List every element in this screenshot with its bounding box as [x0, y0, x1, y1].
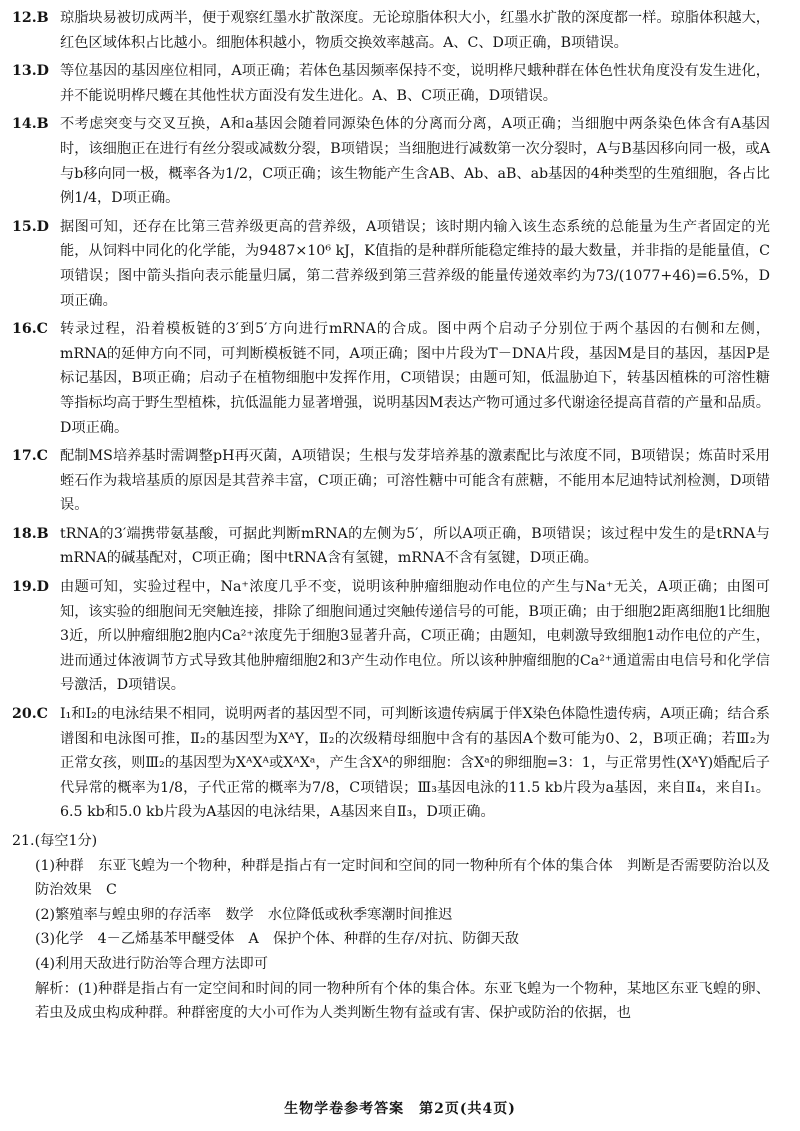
answer-explanation: 据图可知，还存在比第三营养级更高的营养级，A项错误；该时期内输入该生态系统的总能量为生产者固定的光能，从饲料中同化的化学能，为9487×10⁶ kJ，K值指的是种群所能稳定维持的最大数量，并非指的是能量值，C项错误；图中箭头指向表示能量归属，第二营养级到第三营养级的能量传递效率约为73/(1077+46)=6.5%，D项正确。: [60, 218, 770, 309]
answer-explanation: 配制MS培养基时需调整pH再灭菌，A项错误；生根与发芽培养基的激素配比与浓度不同，B项错误；炼苗时采用蛭石作为栽培基质的原因是其营养丰富，C项正确；可溶性糖中可能含有蔗糖，不能用本尼迪特试剂检测，D项错误。: [60, 448, 770, 514]
answer-21: [12, 829, 770, 1026]
answer-number: 18.B: [12, 525, 49, 542]
answer-14: [12, 112, 770, 210]
page-footer: 生物学卷参考答案 第2页(共4页): [284, 1101, 516, 1117]
answer-content: [12, 6, 770, 1026]
answer-21-part-1: (1)种群 东亚飞蝗为一个物种，种群是指占有一定时间和空间的同一物种所有个体的集合体 判断是否需要防治以及防治效果 C: [35, 857, 770, 899]
answer-explanation: 琼脂块易被切成两半，便于观察红墨水扩散深度。无论琼脂体积大小，红墨水扩散的深度都一样。琼脂体积越大，红色区域体积占比越小。细胞体积越小，物质交换效率越高。A、C、D项正确，B项错误。: [60, 10, 770, 51]
answer-number: 13.D: [12, 63, 49, 80]
answer-number: 20.C: [12, 706, 48, 723]
answer-13: [12, 59, 770, 108]
answer-number: 16.C: [12, 321, 48, 338]
answer-explanation: 不考虑突变与交叉互换，A和a基因会随着同源染色体的分离而分离，A项正确；当细胞中两条染色体含有A基因时，该细胞正在进行有丝分裂或减数分裂，B项错误；当细胞进行减数第一次分裂时，A与B基因移向同一极，或A与b移向同一极，概率各为1/2，C项正确；该生物能产生含AB、Ab、aB、ab基因的4种类型的生殖细胞，各占比例1/4，D项正确。: [60, 116, 770, 207]
answer-number: 19.D: [12, 579, 49, 596]
answer-21-analysis: 解析：(1)种群是指占有一定空间和时间的同一物种所有个体的集合体。东亚飞蝗为一个物种，某地区东亚飞蝗的卵、若虫及成虫构成种群。种群密度的大小可作为人类判断生物有益或有害、保护或防治的依据，也: [35, 980, 770, 1022]
answer-17: [12, 444, 770, 518]
answer-21-part-2: (2)繁殖率与蝗虫卵的存活率 数学 水位降低或秋季寒潮时间推迟: [35, 906, 453, 923]
answer-21-heading: 21.(每空1分): [12, 833, 98, 849]
answer-21-part-4: (4)利用天敌进行防治等合理方法即可: [35, 955, 268, 972]
answer-explanation: 转录过程，沿着模板链的3′到5′方向进行mRNA的合成。图中两个启动子分别位于两个基因的右侧和左侧，mRNA的延伸方向不同，可判断模板链不同，A项正确；图中片段为T－DNA片段，基因M是目的基因，基因P是标记基因，B项正确；启动子在植物细胞中发挥作用，C项错误；由题可知，低温胁迫下，转基因植株的可溶性糖等指标均高于野生型植株，抗低温能力显著增强，说明基因M表达产物可通过多代谢途径提高苜蓿的产量和品质。D项正确。: [60, 321, 770, 436]
answer-number: 14.B: [12, 116, 49, 133]
answer-21-part-3: (3)化学 4－乙烯基苯甲醚受体 A 保护个体、种群的生存/对抗、防御天敌: [35, 931, 519, 948]
answer-explanation: Ⅰ₁和Ⅰ₂的电泳结果不相同，说明两者的基因型不同，可判断该遗传病属于伴X染色体隐性遗传病，A项正确；结合系谱图和电泳图可推，Ⅱ₂的基因型为XᴬY，Ⅱ₂的次级精母细胞中含有的基因A个数可能为0、2，B项正确；若Ⅲ₂为正常女孩，则Ⅲ₂的基因型为XᴬXᴬ或XᴬXᵃ，产生含Xᴬ的卵细胞：含Xᵃ的卵细胞=3：1，与正常男性(XᴬY)婚配后子代异常的概率为1/8，子代正常的概率为7/8，C项错误；Ⅲ₃基因电泳的11.5 kb片段为a基因，来自Ⅱ₄，来自Ⅰ₁。6.5 kb和5.0 kb片段为A基因的电泳结果，A基因来自Ⅱ₃，D项正确。: [60, 706, 770, 821]
answer-15: [12, 215, 770, 313]
answer-20: [12, 702, 770, 825]
answer-explanation: tRNA的3′端携带氨基酸，可据此判断mRNA的左侧为5′，所以A项正确，B项错误；该过程中发生的是tRNA与mRNA的碱基配对，C项正确；图中tRNA含有氢键，mRNA不含有氢键，D项正确。: [60, 525, 770, 567]
answer-18: [12, 522, 770, 571]
answer-12: [12, 6, 770, 55]
answer-number: 15.D: [12, 218, 49, 235]
answer-explanation: 等位基因的基因座位相同，A项正确；若体色基因频率保持不变，说明桦尺蛾种群在体色性状角度没有发生进化，并不能说明桦尺蠖在其他性状方面没有发生进化。A、B、C项正确，D项错误。: [60, 63, 770, 104]
answer-number: 12.B: [12, 10, 49, 26]
answer-16: [12, 317, 770, 440]
answer-number: 17.C: [12, 448, 48, 465]
answer-explanation: 由题可知，实验过程中，Na⁺浓度几乎不变，说明该种肿瘤细胞动作电位的产生与Na⁺无关，A项正确；由图可知，该实验的细胞间无突触连接，排除了细胞间通过突触传递信号的可能，B项正确；由于细胞2距离细胞1比细胞3近，所以肿瘤细胞2胞内Ca²⁺浓度先于细胞3显著升高，C项正确；由题知，电刺激导致细胞1动作电位的产生，进而通过体液调节方式导致其他肿瘤细胞2和3产生动作电位。所以该种肿瘤细胞的Ca²⁺通道需由电信号和化学信号激活，D项错误。: [60, 579, 770, 694]
answer-19: [12, 575, 770, 698]
